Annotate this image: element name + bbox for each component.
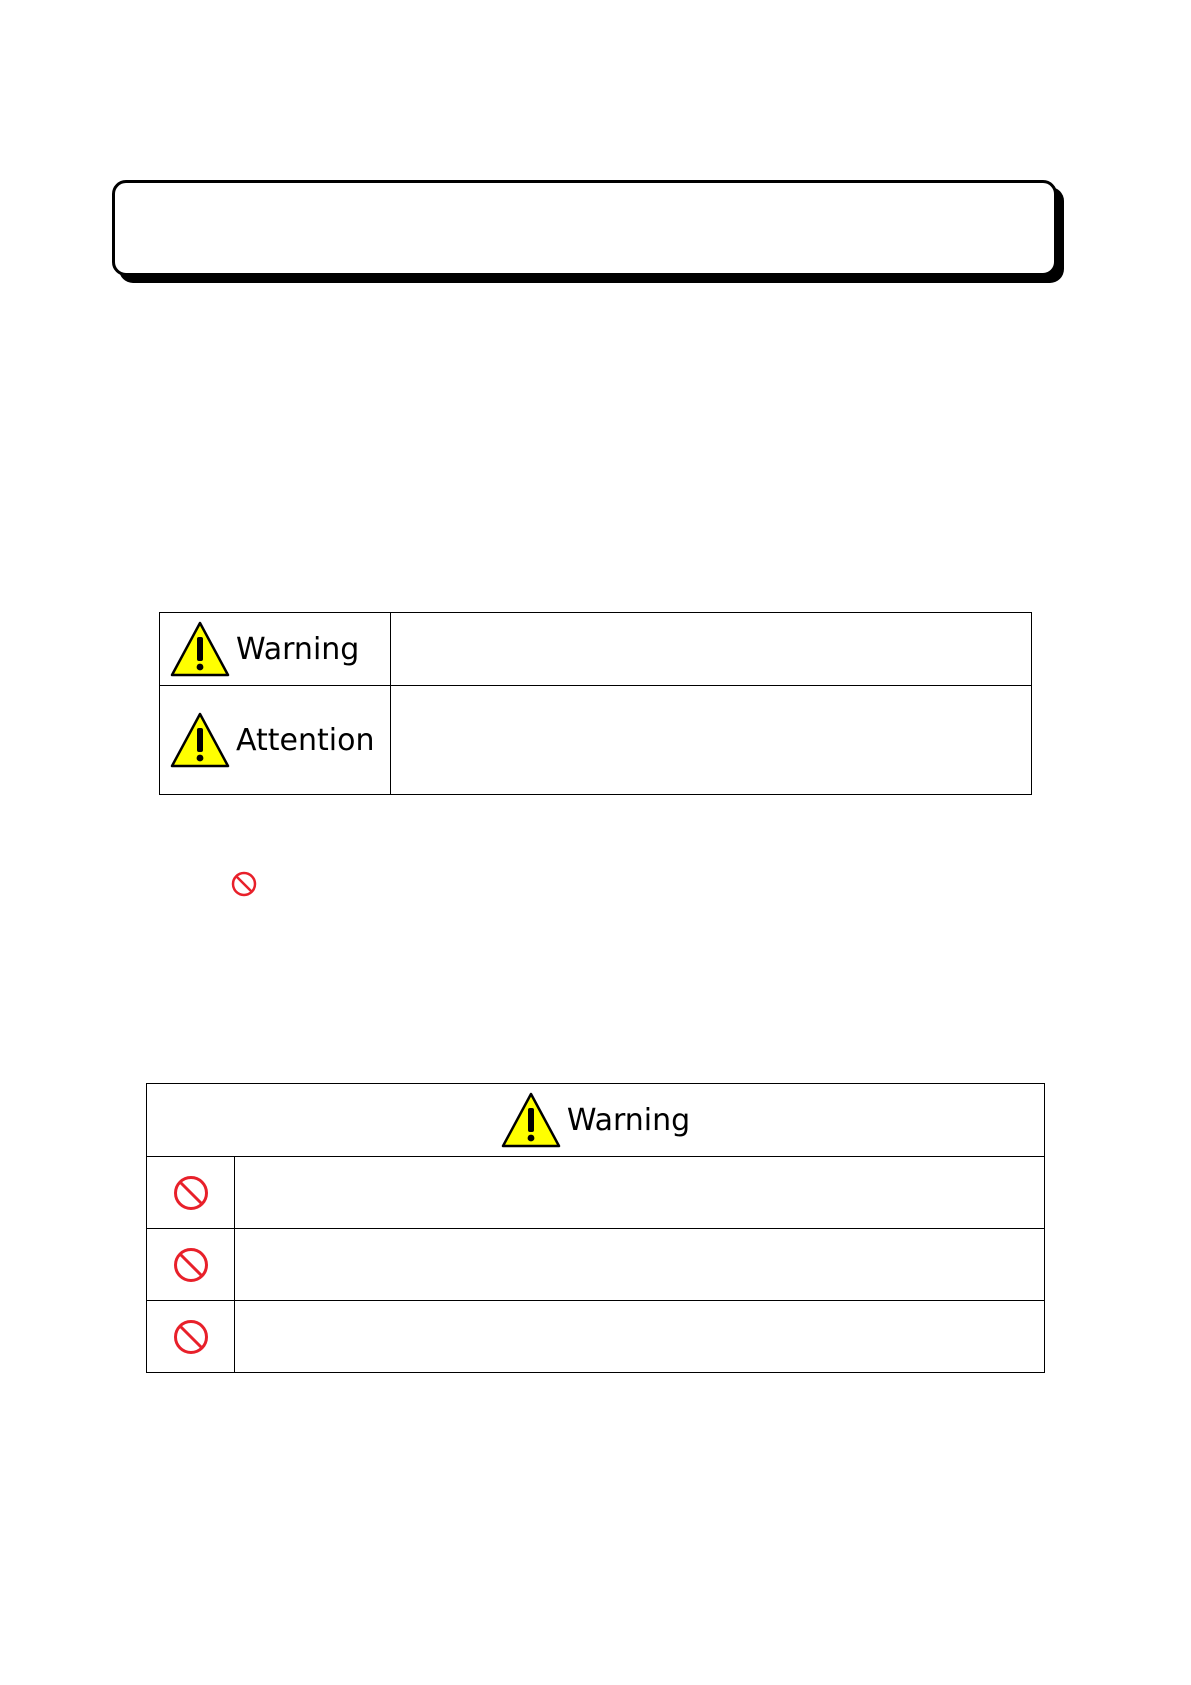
legend-label-cell [160, 613, 391, 686]
warning-text-cell [235, 1229, 1045, 1301]
warning-table [146, 1083, 1045, 1373]
warning-header-cell [147, 1084, 1045, 1157]
warning-row [147, 1301, 1045, 1373]
warning-icon-cell [147, 1157, 235, 1229]
prohibit-icon [171, 1317, 211, 1357]
prohibit-icon [171, 1173, 211, 1213]
warning-triangle-icon [170, 621, 230, 677]
warning-icon-cell [147, 1301, 235, 1373]
warning-triangle-icon [170, 712, 230, 768]
warning-table-header [147, 1084, 1045, 1157]
legend-label-cell [160, 686, 391, 795]
legend-description-cell [391, 613, 1032, 686]
warning-row [147, 1157, 1045, 1229]
legend-label-attention: Attention [236, 722, 375, 758]
legend-row-warning [160, 613, 1032, 686]
warning-icon-cell [147, 1229, 235, 1301]
warning-row [147, 1229, 1045, 1301]
warning-text-cell [235, 1301, 1045, 1373]
title-box [112, 180, 1057, 276]
prohibit-icon [230, 870, 258, 898]
prohibit-icon [171, 1245, 211, 1285]
warning-triangle-icon [501, 1092, 561, 1148]
warning-text-cell [235, 1157, 1045, 1229]
legend-table [159, 612, 1032, 795]
warning-header-label: Warning [566, 1102, 691, 1138]
legend-row-attention [160, 686, 1032, 795]
legend-label-warning: Warning [236, 631, 360, 667]
legend-description-cell [391, 686, 1032, 795]
